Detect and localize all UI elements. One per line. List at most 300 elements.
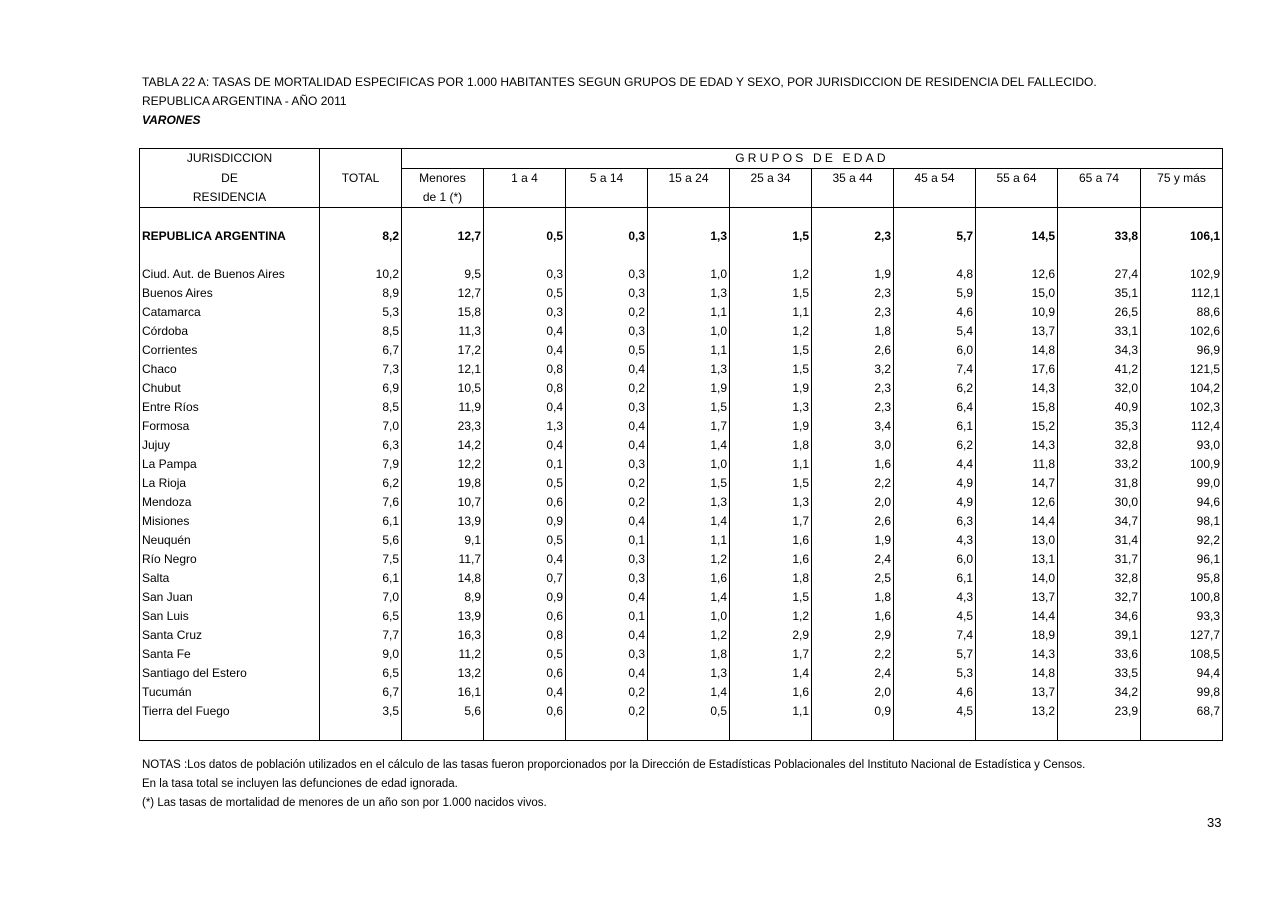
age-value-7: 14,7 [976, 474, 1058, 493]
age-value-9: 108,5 [1141, 645, 1223, 664]
age-value-6: 7,4 [894, 626, 976, 645]
age-value-7: 14,0 [976, 569, 1058, 588]
age-value-8: 33,1 [1058, 322, 1141, 341]
age-value-3: 0,5 [648, 702, 730, 721]
age-value-5: 3,2 [812, 360, 894, 379]
table-row [140, 683, 1223, 702]
age-value-0: 12,2 [402, 455, 484, 474]
age-value-2: 0,4 [566, 626, 648, 645]
age-value-0: 17,2 [402, 341, 484, 360]
age-value-5: 2,4 [812, 550, 894, 569]
age-value-1: 0,4 [484, 436, 566, 455]
age-value-3: 1,7 [648, 417, 730, 436]
age-value-0: 11,9 [402, 398, 484, 417]
table-row [140, 550, 1223, 569]
age-value-3: 1,6 [648, 569, 730, 588]
age-value-6: 7,4 [894, 360, 976, 379]
sex-label: VARONES [142, 113, 201, 127]
table-row [140, 303, 1223, 322]
age-value-9: 94,4 [1141, 664, 1223, 683]
header-age-8: 65 a 74 [1058, 169, 1141, 189]
age-value-6: 4,9 [894, 493, 976, 512]
header-age-5: 35 a 44 [812, 169, 894, 189]
age-value-1: 0,8 [484, 379, 566, 398]
age-value-4: 1,6 [730, 683, 812, 702]
jurisdiction-name: Formosa [140, 417, 320, 436]
jurisdiction-name: La Pampa [140, 455, 320, 474]
age-value-9: 112,1 [1141, 284, 1223, 303]
jurisdiction-name: Salta [140, 569, 320, 588]
table-row [140, 569, 1223, 588]
age-value-9: 104,2 [1141, 379, 1223, 398]
table-row [140, 360, 1223, 379]
national-row [140, 227, 1223, 246]
table-row [140, 645, 1223, 664]
jurisdiction-name: Córdoba [140, 322, 320, 341]
age-value-2: 0,3 [566, 227, 648, 246]
age-value-4: 1,1 [730, 455, 812, 474]
age-value-0: 13,9 [402, 512, 484, 531]
age-value-0: 23,3 [402, 417, 484, 436]
age-value-4: 1,9 [730, 417, 812, 436]
age-value-5: 2,3 [812, 284, 894, 303]
age-value-1: 0,5 [484, 227, 566, 246]
age-value-0: 13,2 [402, 664, 484, 683]
age-value-2: 0,2 [566, 303, 648, 322]
table-row [140, 265, 1223, 284]
age-value-1: 0,6 [484, 607, 566, 626]
age-value-5: 2,6 [812, 341, 894, 360]
age-value-5: 1,6 [812, 455, 894, 474]
age-value-7: 11,8 [976, 455, 1058, 474]
age-value-9: 102,6 [1141, 322, 1223, 341]
age-value-8: 32,8 [1058, 436, 1141, 455]
table-row [140, 417, 1223, 436]
age-value-9: 121,5 [1141, 360, 1223, 379]
age-value-6: 4,8 [894, 265, 976, 284]
age-value-1: 0,9 [484, 512, 566, 531]
age-value-8: 31,4 [1058, 531, 1141, 550]
age-value-0: 15,8 [402, 303, 484, 322]
age-value-0: 10,5 [402, 379, 484, 398]
total-value: 6,5 [320, 607, 402, 626]
total-value: 5,3 [320, 303, 402, 322]
jurisdiction-name: Chaco [140, 360, 320, 379]
age-value-6: 6,0 [894, 341, 976, 360]
age-value-5: 2,2 [812, 645, 894, 664]
age-value-0: 12,7 [402, 227, 484, 246]
age-value-9: 99,0 [1141, 474, 1223, 493]
age-value-6: 5,4 [894, 322, 976, 341]
table-row [140, 493, 1223, 512]
table-row [140, 664, 1223, 683]
age-value-3: 1,3 [648, 360, 730, 379]
total-value: 7,6 [320, 493, 402, 512]
age-value-2: 0,3 [566, 322, 648, 341]
jurisdiction-name: La Rioja [140, 474, 320, 493]
age-value-7: 14,4 [976, 512, 1058, 531]
age-value-3: 1,0 [648, 265, 730, 284]
age-value-2: 0,1 [566, 531, 648, 550]
age-value-2: 0,3 [566, 455, 648, 474]
jurisdiction-name: Jujuy [140, 436, 320, 455]
age-value-8: 30,0 [1058, 493, 1141, 512]
age-value-2: 0,3 [566, 284, 648, 303]
age-value-1: 0,4 [484, 341, 566, 360]
age-value-7: 13,1 [976, 550, 1058, 569]
age-value-8: 39,1 [1058, 626, 1141, 645]
jurisdiction-name: Entre Ríos [140, 398, 320, 417]
mortality-table [139, 148, 1223, 741]
age-value-1: 1,3 [484, 417, 566, 436]
age-value-1: 0,4 [484, 322, 566, 341]
age-value-1: 0,3 [484, 303, 566, 322]
age-value-3: 1,1 [648, 531, 730, 550]
age-value-2: 0,4 [566, 417, 648, 436]
age-value-3: 1,4 [648, 512, 730, 531]
header-age-9: 75 y más [1141, 169, 1223, 189]
table-title: TABLA 22 A: TASAS DE MORTALIDAD ESPECIFICAS POR 1.000 HABITANTES SEGUN GRUPOS DE EDAD Y SEXO, POR JURISDICCION DE RESIDENCIA DEL FALLECIDO. [142, 75, 1097, 89]
age-value-1: 0,6 [484, 702, 566, 721]
header-total: TOTAL [320, 169, 402, 189]
age-value-7: 14,3 [976, 645, 1058, 664]
age-value-5: 1,9 [812, 265, 894, 284]
header-age-4: 25 a 34 [730, 169, 812, 189]
table-row [140, 626, 1223, 645]
table-row [140, 588, 1223, 607]
age-value-5: 1,6 [812, 607, 894, 626]
age-value-6: 6,4 [894, 398, 976, 417]
age-value-4: 1,1 [730, 702, 812, 721]
age-value-6: 4,5 [894, 702, 976, 721]
age-value-2: 0,3 [566, 398, 648, 417]
age-value-0: 19,8 [402, 474, 484, 493]
header-age-0-sub: de 1 (*) [402, 188, 484, 208]
age-value-3: 1,5 [648, 474, 730, 493]
total-value: 3,5 [320, 702, 402, 721]
jurisdiction-name: Corrientes [140, 341, 320, 360]
age-value-7: 12,6 [976, 493, 1058, 512]
jurisdiction-name: Mendoza [140, 493, 320, 512]
age-value-5: 2,3 [812, 303, 894, 322]
age-value-9: 96,1 [1141, 550, 1223, 569]
age-value-4: 1,8 [730, 569, 812, 588]
table-body [140, 208, 1223, 741]
age-value-8: 33,6 [1058, 645, 1141, 664]
table-row [140, 436, 1223, 455]
age-value-1: 0,8 [484, 626, 566, 645]
age-value-1: 0,5 [484, 284, 566, 303]
age-value-8: 31,7 [1058, 550, 1141, 569]
age-value-4: 1,5 [730, 474, 812, 493]
age-value-4: 1,2 [730, 607, 812, 626]
age-value-0: 5,6 [402, 702, 484, 721]
age-value-9: 93,0 [1141, 436, 1223, 455]
age-value-6: 4,6 [894, 303, 976, 322]
age-value-9: 95,8 [1141, 569, 1223, 588]
age-value-0: 11,3 [402, 322, 484, 341]
age-value-5: 2,3 [812, 379, 894, 398]
age-value-7: 13,0 [976, 531, 1058, 550]
header-age-6: 45 a 54 [894, 169, 976, 189]
age-value-1: 0,9 [484, 588, 566, 607]
age-value-3: 1,1 [648, 303, 730, 322]
jurisdiction-name: Santa Cruz [140, 626, 320, 645]
age-value-6: 4,3 [894, 588, 976, 607]
age-value-5: 2,6 [812, 512, 894, 531]
table-row [140, 531, 1223, 550]
age-value-5: 0,9 [812, 702, 894, 721]
total-value: 6,5 [320, 664, 402, 683]
age-value-4: 1,5 [730, 227, 812, 246]
age-value-7: 14,3 [976, 436, 1058, 455]
total-value: 6,2 [320, 474, 402, 493]
age-value-9: 88,6 [1141, 303, 1223, 322]
age-value-0: 16,3 [402, 626, 484, 645]
age-value-5: 2,3 [812, 227, 894, 246]
table-row [140, 474, 1223, 493]
total-value: 6,1 [320, 512, 402, 531]
age-value-9: 96,9 [1141, 341, 1223, 360]
age-value-8: 32,0 [1058, 379, 1141, 398]
jurisdiction-name: Río Negro [140, 550, 320, 569]
age-value-8: 34,3 [1058, 341, 1141, 360]
jurisdiction-name: Catamarca [140, 303, 320, 322]
age-value-3: 1,2 [648, 550, 730, 569]
age-value-7: 18,9 [976, 626, 1058, 645]
age-value-7: 12,6 [976, 265, 1058, 284]
total-value: 7,0 [320, 588, 402, 607]
age-value-6: 4,5 [894, 607, 976, 626]
table-row [140, 702, 1223, 721]
age-value-4: 1,1 [730, 303, 812, 322]
age-value-2: 0,3 [566, 265, 648, 284]
jurisdiction-name: Santiago del Estero [140, 664, 320, 683]
age-value-6: 6,1 [894, 417, 976, 436]
table-row [140, 512, 1223, 531]
age-value-0: 12,7 [402, 284, 484, 303]
age-value-3: 1,3 [648, 284, 730, 303]
age-value-2: 0,2 [566, 379, 648, 398]
age-value-5: 2,5 [812, 569, 894, 588]
age-value-8: 32,7 [1058, 588, 1141, 607]
age-value-2: 0,4 [566, 664, 648, 683]
age-value-4: 1,5 [730, 284, 812, 303]
age-value-4: 1,7 [730, 645, 812, 664]
age-value-0: 11,2 [402, 645, 484, 664]
jurisdiction-name: Santa Fe [140, 645, 320, 664]
age-value-0: 14,2 [402, 436, 484, 455]
age-value-0: 10,7 [402, 493, 484, 512]
age-value-8: 26,5 [1058, 303, 1141, 322]
total-value: 6,9 [320, 379, 402, 398]
age-value-8: 34,7 [1058, 512, 1141, 531]
age-value-8: 35,3 [1058, 417, 1141, 436]
age-value-1: 0,5 [484, 474, 566, 493]
age-value-5: 2,3 [812, 398, 894, 417]
age-value-7: 14,3 [976, 379, 1058, 398]
age-value-7: 13,7 [976, 588, 1058, 607]
header-age-3: 15 a 24 [648, 169, 730, 189]
table-row [140, 341, 1223, 360]
age-value-2: 0,4 [566, 588, 648, 607]
age-value-5: 3,4 [812, 417, 894, 436]
age-value-2: 0,3 [566, 645, 648, 664]
age-value-3: 1,0 [648, 322, 730, 341]
table-row [140, 284, 1223, 303]
age-value-9: 112,4 [1141, 417, 1223, 436]
table-row [140, 398, 1223, 417]
age-value-8: 34,6 [1058, 607, 1141, 626]
age-value-9: 68,7 [1141, 702, 1223, 721]
age-value-7: 13,7 [976, 683, 1058, 702]
total-value: 7,9 [320, 455, 402, 474]
age-value-9: 102,3 [1141, 398, 1223, 417]
age-value-6: 4,3 [894, 531, 976, 550]
age-value-1: 0,7 [484, 569, 566, 588]
total-value: 8,2 [320, 227, 402, 246]
age-value-6: 6,2 [894, 436, 976, 455]
age-value-3: 1,3 [648, 664, 730, 683]
age-value-7: 13,2 [976, 702, 1058, 721]
note-3: (*) Las tasas de mortalidad de menores de un año son por 1.000 nacidos vivos. [142, 797, 547, 809]
age-value-7: 14,5 [976, 227, 1058, 246]
total-value: 6,7 [320, 341, 402, 360]
age-value-1: 0,5 [484, 531, 566, 550]
age-value-0: 8,9 [402, 588, 484, 607]
age-value-8: 33,2 [1058, 455, 1141, 474]
age-value-9: 100,8 [1141, 588, 1223, 607]
age-value-9: 98,1 [1141, 512, 1223, 531]
age-value-5: 2,0 [812, 493, 894, 512]
age-value-3: 1,1 [648, 341, 730, 360]
total-value: 8,5 [320, 398, 402, 417]
age-value-1: 0,3 [484, 265, 566, 284]
age-value-4: 2,9 [730, 626, 812, 645]
age-value-9: 127,7 [1141, 626, 1223, 645]
total-value: 10,2 [320, 265, 402, 284]
age-value-4: 1,6 [730, 550, 812, 569]
age-value-7: 15,0 [976, 284, 1058, 303]
age-value-4: 1,3 [730, 493, 812, 512]
header-age-1: 1 a 4 [484, 169, 566, 189]
age-value-2: 0,4 [566, 436, 648, 455]
age-value-7: 14,4 [976, 607, 1058, 626]
total-value: 7,7 [320, 626, 402, 645]
jurisdiction-name: Tucumán [140, 683, 320, 702]
age-value-4: 1,5 [730, 360, 812, 379]
age-value-6: 6,1 [894, 569, 976, 588]
jurisdiction-name: REPUBLICA ARGENTINA [140, 227, 320, 246]
jurisdiction-name: Neuquén [140, 531, 320, 550]
age-value-1: 0,6 [484, 664, 566, 683]
age-value-4: 1,2 [730, 265, 812, 284]
age-value-2: 0,5 [566, 341, 648, 360]
age-value-8: 23,9 [1058, 702, 1141, 721]
age-value-2: 0,2 [566, 474, 648, 493]
age-value-3: 1,0 [648, 607, 730, 626]
age-value-4: 1,2 [730, 322, 812, 341]
age-value-1: 0,6 [484, 493, 566, 512]
age-value-8: 33,8 [1058, 227, 1141, 246]
age-value-3: 1,4 [648, 436, 730, 455]
age-value-3: 1,4 [648, 588, 730, 607]
age-value-2: 0,2 [566, 493, 648, 512]
note-2: En la tasa total se incluyen las defunciones de edad ignorada. [142, 778, 458, 790]
age-value-6: 6,3 [894, 512, 976, 531]
header-age-0: Menores [402, 169, 484, 189]
age-value-6: 5,7 [894, 645, 976, 664]
age-value-2: 0,4 [566, 360, 648, 379]
age-value-8: 35,1 [1058, 284, 1141, 303]
total-value: 9,0 [320, 645, 402, 664]
age-value-9: 99,8 [1141, 683, 1223, 702]
total-value: 7,3 [320, 360, 402, 379]
table-subtitle: REPUBLICA ARGENTINA - AÑO 2011 [142, 94, 347, 108]
age-value-8: 32,8 [1058, 569, 1141, 588]
age-value-9: 106,1 [1141, 227, 1223, 246]
age-value-9: 92,2 [1141, 531, 1223, 550]
note-1: NOTAS :Los datos de población utilizados en el cálculo de las tasas fueron proporcionados por la Dirección de Estadísticas Poblacionales del Instituto Nacional de Estadística y Censos. [142, 759, 1086, 771]
age-value-4: 1,5 [730, 341, 812, 360]
total-value: 8,9 [320, 284, 402, 303]
age-value-1: 0,4 [484, 550, 566, 569]
age-value-8: 33,5 [1058, 664, 1141, 683]
total-value: 7,5 [320, 550, 402, 569]
age-value-5: 2,9 [812, 626, 894, 645]
age-value-2: 0,2 [566, 702, 648, 721]
age-value-3: 1,3 [648, 493, 730, 512]
table-row [140, 455, 1223, 474]
age-value-7: 17,6 [976, 360, 1058, 379]
age-value-5: 1,8 [812, 322, 894, 341]
age-value-3: 1,8 [648, 645, 730, 664]
age-value-1: 0,1 [484, 455, 566, 474]
jurisdiction-name: San Juan [140, 588, 320, 607]
age-value-1: 0,8 [484, 360, 566, 379]
age-value-2: 0,1 [566, 607, 648, 626]
total-value: 8,5 [320, 322, 402, 341]
age-value-0: 16,1 [402, 683, 484, 702]
age-value-0: 13,9 [402, 607, 484, 626]
total-value: 6,3 [320, 436, 402, 455]
age-value-7: 14,8 [976, 341, 1058, 360]
header-age-7: 55 a 64 [976, 169, 1058, 189]
age-value-7: 15,8 [976, 398, 1058, 417]
age-value-4: 1,4 [730, 664, 812, 683]
age-value-6: 5,3 [894, 664, 976, 683]
age-value-5: 1,9 [812, 531, 894, 550]
age-value-9: 94,6 [1141, 493, 1223, 512]
age-value-5: 3,0 [812, 436, 894, 455]
age-value-6: 5,9 [894, 284, 976, 303]
age-value-7: 13,7 [976, 322, 1058, 341]
age-value-0: 9,1 [402, 531, 484, 550]
age-value-0: 11,7 [402, 550, 484, 569]
total-value: 6,7 [320, 683, 402, 702]
age-value-1: 0,4 [484, 398, 566, 417]
age-value-2: 0,4 [566, 512, 648, 531]
total-value: 6,1 [320, 569, 402, 588]
age-value-3: 1,2 [648, 626, 730, 645]
age-group-header: GRUPOS DE EDAD [402, 149, 1223, 169]
age-value-1: 0,5 [484, 645, 566, 664]
age-value-6: 4,9 [894, 474, 976, 493]
jurisdiction-name: Tierra del Fuego [140, 702, 320, 721]
age-value-3: 1,0 [648, 455, 730, 474]
table-row [140, 607, 1223, 626]
age-value-4: 1,7 [730, 512, 812, 531]
